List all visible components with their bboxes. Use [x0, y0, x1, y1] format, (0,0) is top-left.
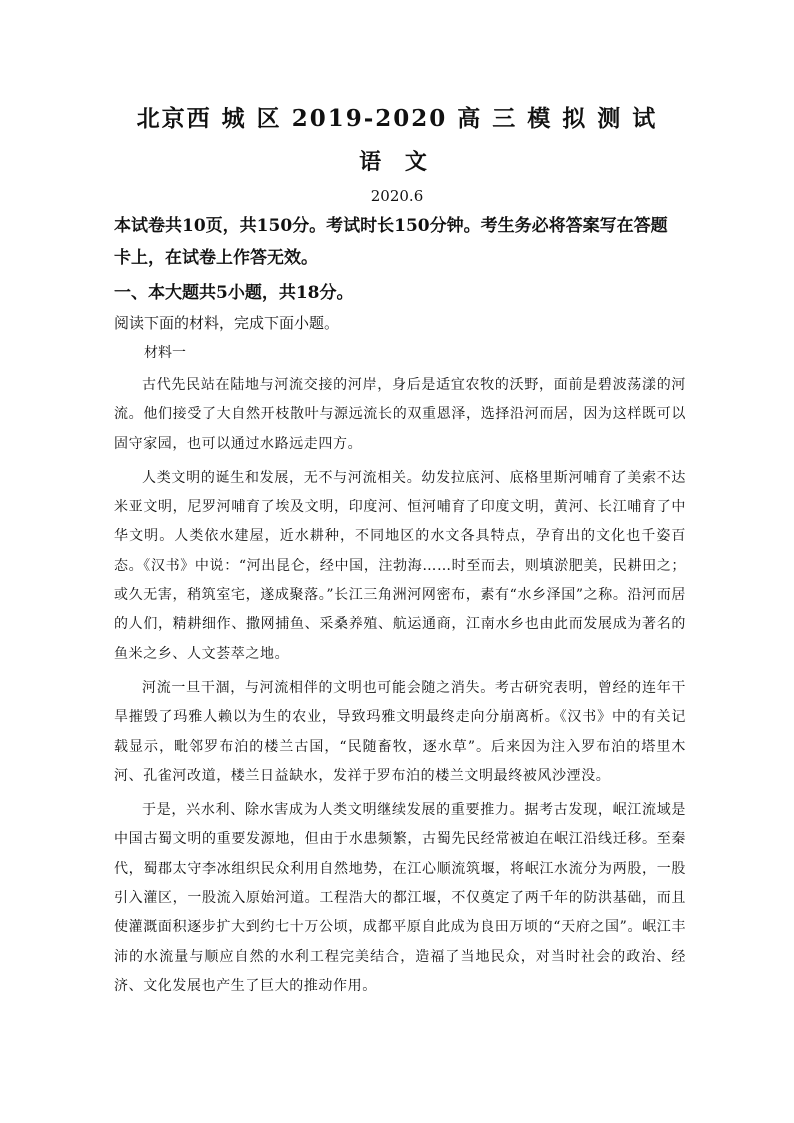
exam-date: 2020.6 — [370, 187, 424, 205]
material-body — [114, 371, 686, 1006]
paragraph: 人类文明的诞生和发展，无不与河流相关。幼发拉底河、底格里斯河哺育了美索不达米亚文明，尼罗河哺育了埃及文明，印度河、恒河哺育了印度文明，黄河、长江哺育了中华文明。人类依水建屋，近水耕种，不同地区的水文各具特点，孕育出的文化也千姿百态。《汉书》中说：“河出昆仑，经中国，注勃海……时至而去，则填淤肥美，民耕田之；或久无害，稍筑室宅，遂成聚落。”长江三角洲河网密布，素有“水乡泽国”之称。沿河而居的人们，精耕细作、撒网捕鱼、采桑养殖、航运通商，江南水乡也由此而发展成为著名的鱼米之乡、人文荟萃之地。 — [114, 469, 686, 662]
paragraph: 于是，兴水利、除水害成为人类文明继续发展的重要推力。据考古发现，岷江流域是中国古蜀文明的重要发源地，但由于水患频繁，古蜀先民经常被迫在岷江沿线迁移。至秦代，蜀郡太守李冰组织民众利用自然地势，在江心顺流筑堰，将岷江水流分为两股，一股引入灌区，一股流入原始河道。工程浩大的都江堰，不仅奠定了两千年的防洪基础，而且使灌溉面积逐步扩大到约七十万公顷，成都平原自此成为良田万顷的“天府之国”。岷江丰沛的水流量与顺应自然的水利工程完美结合，造福了当地民众，对当时社会的政治、经济、文化发展也产生了巨大的推动作用。 — [114, 802, 686, 994]
exam-instructions: 本试卷共10页，共150分。考试时长150分钟。考生务必将答案写在答题卡上，在试卷上作答无效。 — [114, 216, 668, 268]
section-heading: 一、本大题共5小题，共18分。 — [114, 283, 354, 303]
exam-subject: 语 文 — [359, 149, 435, 175]
paragraph: 河流一旦干涸，与河流相伴的文明也可能会随之消失。考古研究表明，曾经的连年干旱摧毁了玛雅人赖以为生的农业，导致玛雅文明最终走向分崩离析。《汉书》中的有关记载显示，毗邻罗布泊的楼兰古国，“民随畜牧，逐水草”。后来因为注入罗布泊的塔里木河、孔雀河改道，楼兰日益缺水，发祥于罗布泊的楼兰文明最终被风沙湮没。 — [114, 679, 686, 784]
exam-title: 北京西 城 区 2019-2020 高 三 模 拟 测 试 — [136, 105, 658, 132]
reading-prompt: 阅读下面的材料，完成下面小题。 — [114, 314, 340, 332]
paragraph: 古代先民站在陆地与河流交接的河岸，身后是适宜农牧的沃野，面前是碧波荡漾的河流。他们接受了大自然开枝散叶与源远流长的双重恩泽，选择沿河而居，因为这样既可以固守家园，也可以通过水路远走四方。 — [114, 377, 686, 452]
material-label: 材料一 — [144, 345, 186, 361]
